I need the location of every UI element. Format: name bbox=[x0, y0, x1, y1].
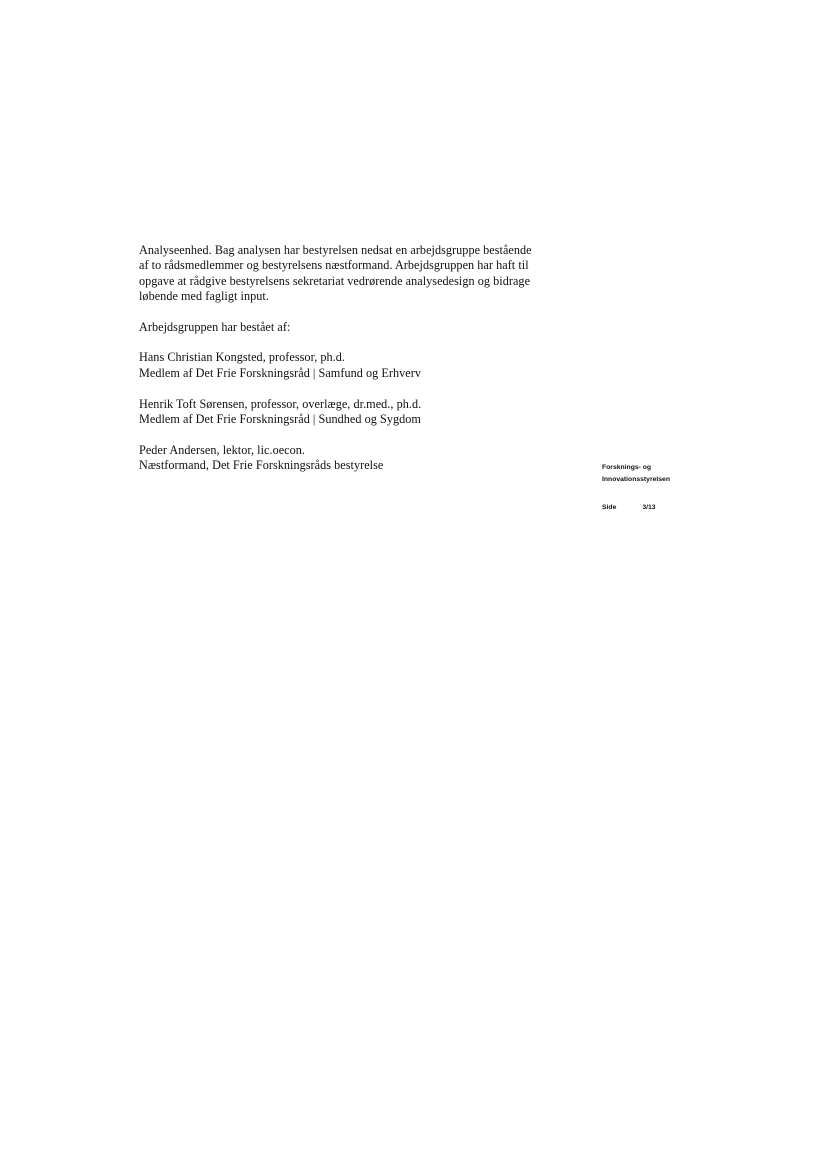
member-entry bbox=[139, 443, 579, 474]
paragraph-spacer bbox=[139, 335, 579, 351]
working-group-heading: Arbejdsgruppen har bestået af: bbox=[139, 319, 291, 334]
intro-paragraph bbox=[139, 243, 579, 304]
member-entry bbox=[139, 397, 579, 428]
member-name: Hans Christian Kongsted, professor, ph.d. bbox=[139, 350, 346, 365]
organization-sidebar bbox=[602, 462, 722, 486]
member-name: Peder Andersen, lektor, lic.oecon. bbox=[139, 442, 306, 457]
paragraph-spacer bbox=[139, 427, 579, 443]
member-role: Næstformand, Det Frie Forskningsråds bestyrelse bbox=[139, 457, 384, 472]
intro-line: opgave at rådgive bestyrelsens sekretariat vedrørende analysedesign og bidrage bbox=[139, 273, 531, 288]
page-value: 3/13 bbox=[642, 504, 656, 511]
intro-line: Analyseenhed. Bag analysen har bestyrelsen nedsat en arbejdsgruppe bestående bbox=[139, 243, 532, 257]
page-label: Side bbox=[602, 504, 617, 511]
paragraph-spacer bbox=[139, 381, 579, 397]
main-text-column bbox=[139, 243, 579, 473]
intro-line: løbende med fagligt input. bbox=[139, 288, 269, 303]
member-name: Henrik Toft Sørensen, professor, overlæge, dr.med., ph.d. bbox=[139, 396, 422, 411]
page-number bbox=[602, 504, 656, 511]
organization-name-line-1: Forsknings- og bbox=[602, 464, 652, 471]
organization-name-line-2: Innovationsstyrelsen bbox=[602, 476, 670, 483]
member-role: Medlem af Det Frie Forskningsråd | Samfund og Erhverv bbox=[139, 365, 421, 380]
intro-line: af to rådsmedlemmer og bestyrelsens næstformand. Arbejdsgruppen har haft til bbox=[139, 258, 529, 273]
paragraph-spacer bbox=[139, 304, 579, 320]
member-role: Medlem af Det Frie Forskningsråd | Sundhed og Sygdom bbox=[139, 411, 421, 426]
member-entry bbox=[139, 350, 579, 381]
